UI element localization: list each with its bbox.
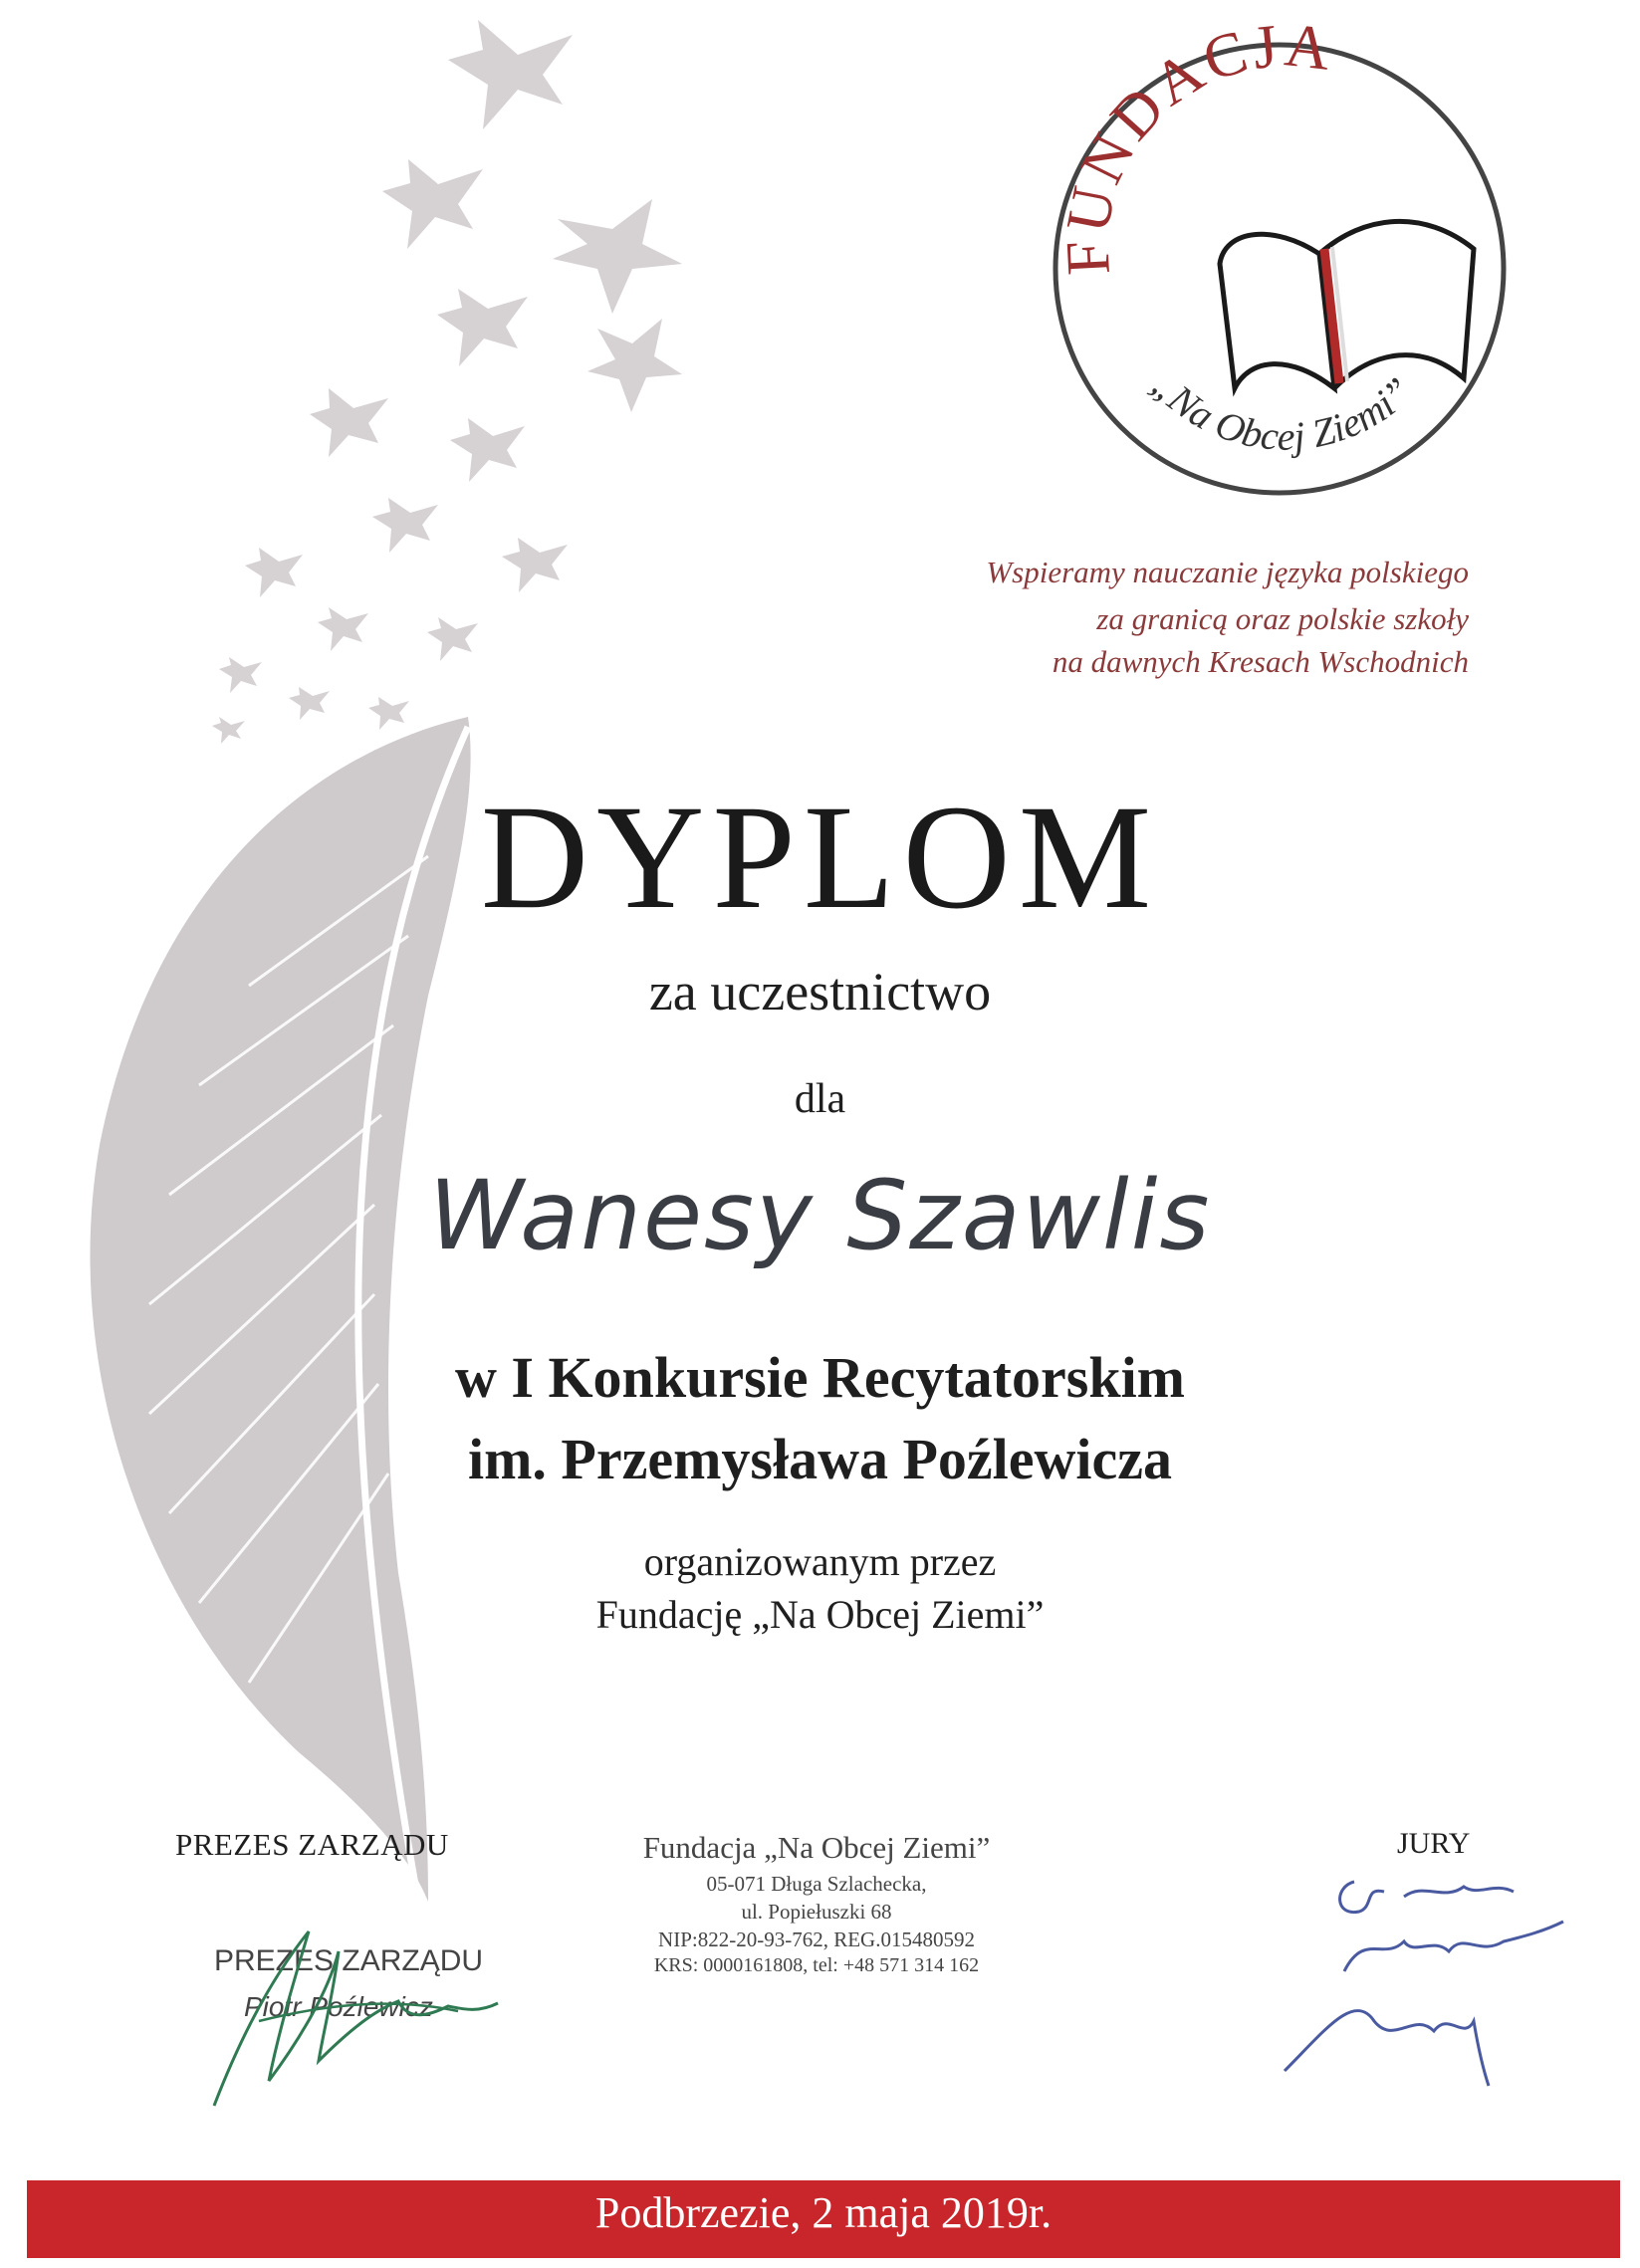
president-label: PREZES ZARZĄDU xyxy=(175,1827,449,1862)
contest-line-2: im. Przemysława Poźlewicza xyxy=(468,1427,1172,1491)
foundation-address-1: 05-071 Długa Szlachecka, xyxy=(706,1872,927,1896)
stamp-title: PREZES ZARZĄDU xyxy=(214,1944,484,1977)
contest-line-1: w I Konkursie Recytatorskim xyxy=(454,1345,1185,1410)
diploma-title: DYPLOM xyxy=(480,775,1160,940)
foundation-nip: NIP:822-20-93-762, REG.015480592 xyxy=(658,1928,975,1951)
recipient-name: Wanesy Szawlis xyxy=(428,1160,1212,1271)
jury-label: JURY xyxy=(1397,1827,1471,1860)
stamp-name: Piotr Poźlewicz xyxy=(244,1991,433,2022)
foundation-address-2: ul. Popiełuszki 68 xyxy=(741,1900,892,1924)
logo-arc-top: FUNDACJA xyxy=(1054,11,1338,277)
foundation-krs: KRS: 0000161808, tel: +48 571 314 162 xyxy=(653,1954,980,1976)
diploma-subtitle: za uczestnictwo xyxy=(648,962,992,1021)
footer-place-date: Podbrzezie, 2 maja 2019r. xyxy=(594,2188,1053,2237)
tagline-line-1: Wspieramy nauczanie języka polskiego xyxy=(986,555,1469,589)
organizer-line-2: Fundację „Na Obcej Ziemi” xyxy=(595,1592,1045,1637)
svg-text:„Na Obcej Ziemi” xyxy=(1143,363,1420,459)
tagline-line-3: na dawnych Kresach Wschodnich xyxy=(1052,644,1469,679)
president-signature xyxy=(199,1892,518,2121)
organizer-line-1: organizowanym przez xyxy=(643,1539,997,1584)
tagline-line-2: za granicą oraz polskie szkoły xyxy=(1096,601,1469,636)
logo-arc-bottom: „Na Obcej Ziemi” xyxy=(1143,362,1421,459)
foundation-name: Fundacja „Na Obcej Ziemi” xyxy=(642,1830,991,1865)
foundation-logo xyxy=(1036,0,1514,528)
jury-signatures xyxy=(1265,1862,1583,2091)
svg-text:FUNDACJA xyxy=(1054,11,1337,277)
diploma-for-label: dla xyxy=(794,1076,846,1122)
